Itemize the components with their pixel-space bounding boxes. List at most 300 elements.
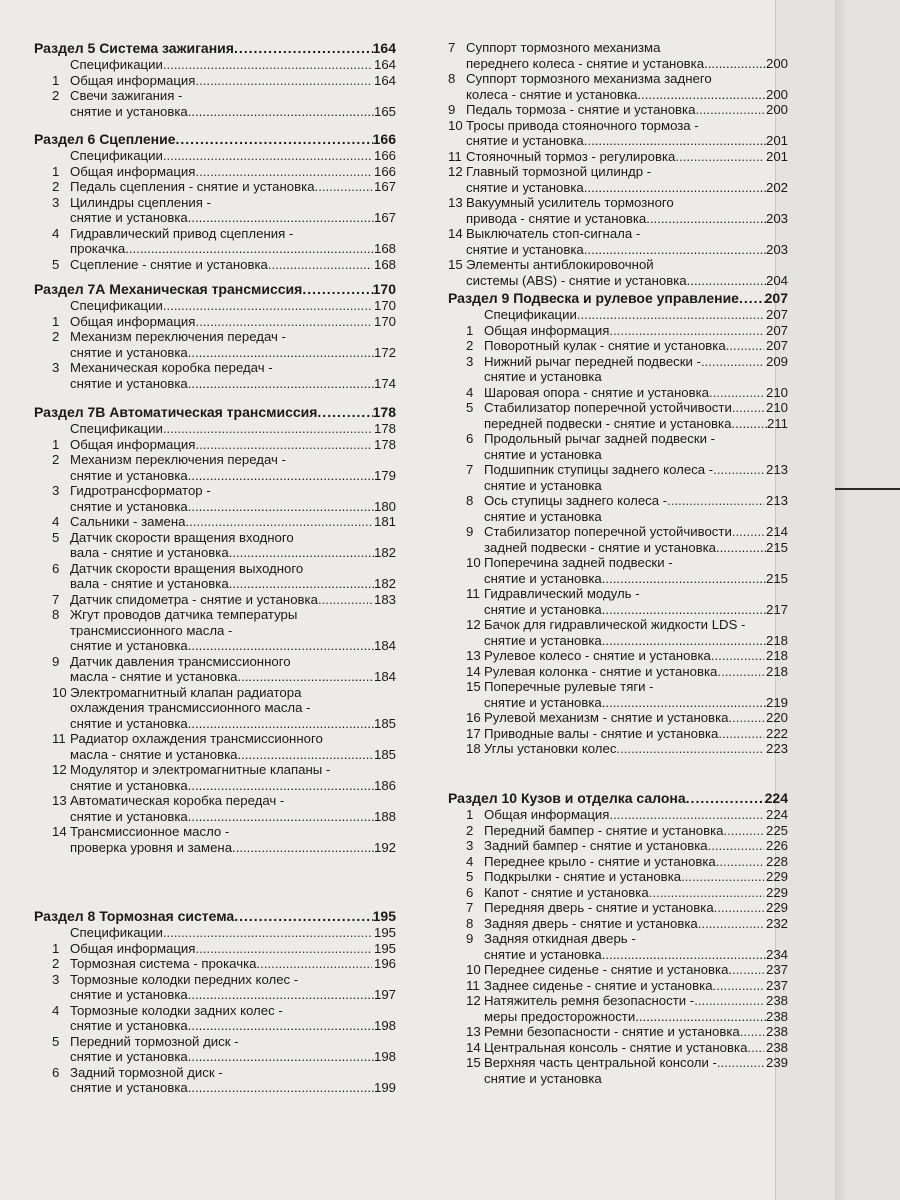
toc-entry [448, 118, 788, 134]
entry-page: 238 [765, 1008, 788, 1024]
dot-leader [188, 468, 374, 484]
entry-title: масла - снятие и установка [70, 669, 238, 684]
entry-title: снятие и установка [484, 508, 602, 524]
entry-page: 165 [373, 103, 396, 119]
toc-entry [466, 524, 788, 540]
dot-leader [718, 726, 764, 742]
entry-number: 1 [52, 436, 60, 452]
toc-entry [52, 685, 396, 701]
toc-entry [466, 962, 788, 978]
section-entries [34, 421, 396, 855]
entry-number: 11 [466, 977, 480, 993]
dot-leader [163, 421, 372, 437]
entry-title: Рулевой механизм - снятие и установка [484, 710, 729, 725]
entry-title: Углы установки колес [484, 741, 617, 756]
entry-title: Тормозные колодки задних колес - [70, 1002, 283, 1018]
entry-title: снятие и установка [484, 446, 602, 462]
entry-title: Суппорт тормозного механизма заднего [466, 71, 712, 86]
entry-page: 229 [765, 900, 788, 915]
toc-entry [466, 1055, 788, 1071]
dot-leader [163, 925, 372, 941]
entry-number: 5 [52, 256, 60, 272]
entry-title: Переднее крыло - снятие и установка [484, 853, 716, 869]
section-heading [34, 40, 396, 57]
dot-leader [694, 993, 764, 1009]
entry-title: Элементы антиблокировочной [466, 257, 654, 272]
toc-entry [52, 654, 396, 670]
entry-title: снятие и установка [70, 467, 188, 483]
section-page: 164 [372, 40, 396, 56]
entry-page: 179 [373, 467, 396, 483]
toc-entry [52, 314, 396, 330]
entry-page: 186 [373, 777, 396, 793]
toc-entry [448, 195, 788, 211]
section-heading [34, 131, 396, 148]
toc-entry [52, 530, 396, 546]
section-page: 195 [372, 908, 396, 924]
dot-leader [616, 741, 764, 757]
section-title: Раздел 7В Автоматическая трансмиссия [34, 404, 318, 420]
dot-leader [257, 956, 372, 972]
toc-entry [466, 493, 788, 509]
toc-entry [448, 149, 788, 165]
entry-title: Педаль тормоза - снятие и установка [466, 102, 696, 117]
toc-entry [466, 1024, 788, 1040]
toc-entry [52, 437, 396, 453]
entry-number: 3 [52, 360, 60, 375]
toc-entry [466, 978, 788, 994]
toc-entry-continuation [466, 571, 788, 587]
entry-page: 238 [765, 1024, 788, 1039]
entry-number: 11 [448, 148, 462, 164]
entry-title: Рулевая колонка - снятие и установка [484, 663, 718, 679]
dot-leader [602, 947, 766, 963]
toc-entry [52, 226, 396, 242]
entry-number: 7 [52, 591, 60, 607]
toc-section [34, 908, 396, 1096]
dot-leader [739, 290, 765, 307]
entry-title: Сцепление - снятие и установка [70, 256, 268, 272]
entry-number: 1 [466, 322, 474, 338]
entry-page: 195 [373, 925, 396, 940]
entry-page: 229 [765, 884, 788, 900]
dot-leader [635, 1009, 766, 1025]
entry-number: 5 [52, 1033, 60, 1049]
dot-leader [584, 180, 766, 196]
dot-leader [695, 102, 764, 118]
entry-title: Модулятор и электромагнитные клапаны - [70, 762, 331, 777]
entry-page: 196 [373, 956, 396, 971]
entry-number: 12 [466, 993, 481, 1008]
entry-title: колеса - снятие и установка [466, 86, 638, 102]
entry-number: 3 [466, 353, 474, 369]
toc-entry [52, 793, 396, 809]
entry-title: Суппорт тормозного механизма [466, 40, 661, 55]
entry-number: 1 [52, 72, 60, 88]
entry-number: 13 [466, 1024, 481, 1039]
entry-number: 7 [448, 40, 456, 55]
dot-leader [229, 545, 374, 561]
dot-leader [714, 900, 764, 916]
entry-title: Общая информация [70, 72, 196, 88]
toc-entry-continuation [52, 809, 396, 825]
entry-number: 5 [52, 529, 60, 545]
entry-page: 229 [765, 869, 788, 884]
entry-title: Натяжитель ремня безопасности - [484, 993, 695, 1008]
entry-title: снятие и установка [70, 777, 188, 793]
dot-leader [637, 87, 766, 103]
section-entries [34, 148, 396, 272]
toc-entry [52, 73, 396, 89]
entry-number [52, 148, 70, 164]
toc-entry [466, 741, 788, 757]
section-heading [34, 404, 396, 421]
entry-title: Выключатель стоп-сигнала - [466, 226, 641, 241]
section-entries [34, 298, 396, 391]
entry-page: 218 [765, 663, 788, 679]
section-page: 207 [764, 290, 788, 306]
toc-entry [52, 195, 396, 211]
dot-leader [646, 211, 766, 227]
toc-entry [466, 838, 788, 854]
entry-number: 6 [52, 1064, 60, 1080]
entry-title: передней подвески - снятие и установка [484, 415, 732, 431]
entry-number: 10 [52, 684, 67, 700]
toc-entry [52, 731, 396, 747]
entry-title: Центральная консоль - снятие и установка [484, 1039, 748, 1055]
entry-page: 201 [765, 133, 788, 148]
entry-title: Автоматическая коробка передач - [70, 793, 285, 808]
dot-leader [302, 281, 372, 298]
entry-page: 184 [373, 638, 396, 653]
dot-leader [675, 149, 764, 165]
toc-entry [466, 916, 788, 932]
section-heading [34, 281, 396, 298]
entry-title: Цилиндры сцепления - [70, 194, 211, 210]
entry-number: 15 [466, 679, 481, 694]
toc-section [34, 404, 396, 855]
dot-leader [188, 104, 374, 120]
section-title: Раздел 9 Подвеска и рулевое управление [448, 290, 739, 306]
section-title: Раздел 8 Тормозная система [34, 908, 235, 924]
toc-entry [466, 323, 788, 339]
entry-title: Передний тормозной диск - [70, 1033, 239, 1049]
entry-title: Подкрылки - снятие и установка [484, 869, 682, 884]
entry-page: 239 [765, 1055, 788, 1070]
dot-leader [188, 345, 374, 361]
entry-page: 167 [373, 179, 396, 194]
toc-entry [52, 607, 396, 623]
entry-number: 4 [466, 853, 474, 869]
entry-title: снятие и установка [484, 369, 602, 384]
entry-title: переднего колеса - снятие и установка [466, 55, 705, 71]
entry-page: 192 [373, 839, 396, 855]
toc-entry-continuation [448, 211, 788, 227]
entry-page: 185 [373, 715, 396, 731]
entry-title: Общая информация [484, 807, 610, 822]
toc-entry [466, 1040, 788, 1056]
page-gutter-shadow [835, 0, 847, 1200]
entry-number: 9 [466, 524, 474, 539]
toc-entry-continuation [448, 180, 788, 196]
dot-leader [681, 869, 764, 885]
dot-leader [188, 987, 374, 1003]
dot-leader [584, 242, 766, 258]
entry-number: 13 [466, 648, 481, 663]
toc-entry-continuation [52, 638, 396, 654]
entry-number: 2 [52, 329, 60, 344]
entry-page: 213 [765, 462, 788, 477]
entry-title: Подшипник ступицы заднего колеса - [484, 462, 714, 477]
entry-title: снятие и установка [484, 1070, 602, 1086]
entry-page: 200 [765, 102, 788, 117]
toc-entry-continuation [52, 778, 396, 794]
dot-leader [188, 638, 374, 654]
dot-leader [188, 376, 374, 392]
toc-entry [466, 931, 788, 947]
entry-title: Педаль сцепления - снятие и установка [70, 179, 315, 194]
toc-entry [52, 164, 396, 180]
section-entries [34, 925, 396, 1096]
entry-title: снятие и установка [70, 103, 188, 119]
entry-page: 210 [765, 400, 788, 415]
entry-page: 198 [373, 1049, 396, 1064]
dot-leader [716, 540, 766, 556]
dot-leader [687, 273, 766, 289]
toc-entry [52, 179, 396, 195]
entry-page: 195 [373, 940, 396, 956]
entry-page: 200 [765, 86, 788, 102]
dot-leader [237, 669, 374, 685]
toc-entry-continuation [448, 273, 788, 289]
toc-entry-continuation [52, 669, 396, 685]
entry-title: снятие и установка [466, 179, 584, 195]
entry-number: 3 [52, 483, 60, 498]
toc-entry [466, 555, 788, 571]
entry-page: 183 [373, 591, 396, 607]
section-title: Раздел 6 Сцепление [34, 131, 176, 147]
entry-page: 213 [765, 493, 788, 508]
entry-number: 7 [466, 900, 474, 915]
entry-number: 8 [448, 71, 456, 86]
entry-title: Общая информация [70, 313, 196, 329]
section-entries [448, 807, 788, 1086]
entry-number: 14 [466, 1039, 481, 1055]
entry-title: Тормозные колодки передних колес - [70, 971, 299, 987]
entry-title: снятие и установка [70, 210, 188, 225]
section-page: 170 [372, 281, 396, 297]
entry-page: 226 [765, 838, 788, 853]
entry-title: системы (ABS) - снятие и установка [466, 272, 687, 288]
entry-title: снятие и установка [484, 946, 602, 962]
continued-entries [448, 40, 788, 288]
entry-title: Трансмиссионное масло - [70, 824, 230, 839]
section-title: Раздел 7А Механическая трансмиссия [34, 281, 303, 297]
toc-entry-continuation [52, 545, 396, 561]
entry-number [52, 421, 70, 437]
entry-number: 1 [52, 163, 60, 179]
dot-leader [229, 576, 374, 592]
dot-leader [188, 1018, 374, 1034]
toc-entry-continuation [448, 56, 788, 72]
entry-title: снятие и установка [484, 601, 602, 617]
entry-page: 197 [373, 987, 396, 1002]
dot-leader [602, 695, 766, 711]
entry-page: 166 [373, 163, 396, 179]
entry-title: Поворотный кулак - снятие и установка [484, 338, 726, 353]
dot-leader [609, 807, 764, 823]
toc-entry-continuation [466, 947, 788, 963]
entry-title: Гидравлический модуль - [484, 586, 640, 601]
toc-entry-continuation [52, 1080, 396, 1096]
entry-page: 188 [373, 808, 396, 824]
entry-title: снятие и установка [466, 241, 584, 257]
entry-title: Общая информация [70, 940, 196, 956]
toc-entry [466, 400, 788, 416]
toc-entry [52, 257, 396, 273]
toc-entry [52, 925, 396, 941]
dot-leader [317, 404, 372, 421]
toc-entry [466, 885, 788, 901]
dot-leader [195, 164, 372, 180]
dot-leader [723, 823, 764, 839]
entry-title: Датчик давления трансмиссионного [70, 653, 291, 669]
entry-page: 215 [765, 570, 788, 586]
entry-number: 15 [466, 1055, 481, 1070]
toc-entry [52, 514, 396, 530]
entry-title: Передняя дверь - снятие и установка [484, 900, 714, 915]
dot-leader [717, 1055, 764, 1071]
entry-title: Сальники - замена [70, 514, 186, 529]
entry-page: 164 [373, 57, 396, 72]
entry-title: снятие и установка [70, 638, 188, 653]
toc-entry [466, 710, 788, 726]
entry-page: 199 [373, 1080, 396, 1095]
entry-page: 184 [373, 669, 396, 684]
entry-number: 2 [466, 822, 474, 838]
toc-entry-continuation [52, 576, 396, 592]
toc-section [34, 40, 396, 119]
entry-number: 2 [52, 956, 60, 971]
dot-leader [234, 908, 372, 925]
dot-leader [602, 571, 766, 587]
dot-leader [731, 416, 767, 432]
entry-number: 1 [52, 940, 60, 956]
dot-leader [188, 499, 374, 515]
toc-entry [52, 941, 396, 957]
entry-title: Датчик скорости вращения входного [70, 529, 294, 545]
section-title: Раздел 10 Кузов и отделка салона [448, 790, 686, 806]
entry-title: Приводные валы - снятие и установка [484, 725, 719, 741]
entry-title: Электромагнитный клапан радиатора [70, 684, 302, 700]
entry-number: 13 [448, 195, 463, 210]
dot-leader [163, 57, 372, 73]
entry-page: 222 [765, 725, 788, 741]
entry-title: Спецификации [70, 421, 163, 436]
toc-entry [466, 307, 788, 323]
entry-number: 6 [466, 884, 474, 900]
entry-number: 4 [52, 1002, 60, 1018]
entry-number: 11 [466, 586, 480, 601]
toc-entry [52, 561, 396, 577]
toc-entry-continuation [448, 133, 788, 149]
toc-entry [52, 360, 396, 376]
entry-page: 217 [765, 601, 788, 617]
toc-entry-continuation [52, 468, 396, 484]
entry-page: 220 [765, 710, 788, 725]
entry-page: 178 [373, 436, 396, 452]
entry-number: 2 [52, 179, 60, 194]
dot-leader [188, 1049, 374, 1065]
entry-title: Спецификации [70, 57, 163, 72]
entry-number: 16 [466, 710, 481, 725]
toc-entry [52, 148, 396, 164]
dot-leader [698, 916, 764, 932]
entry-page: 174 [373, 375, 396, 391]
entry-number [52, 925, 70, 941]
dot-leader [602, 633, 766, 649]
entry-title: Гидравлический привод сцепления - [70, 225, 294, 241]
toc-entry [448, 164, 788, 180]
toc-entry [466, 726, 788, 742]
entry-title: снятие и установка [70, 987, 188, 1002]
toc-entry-continuation [52, 345, 396, 361]
toc-entry-continuation [448, 87, 788, 103]
toc-entry-continuation [52, 499, 396, 515]
section-heading [34, 908, 396, 925]
dot-leader [708, 838, 764, 854]
toc-entry-continuation [52, 700, 396, 716]
entry-title: проверка уровня и замена [70, 839, 233, 855]
toc-entry-continuation [52, 376, 396, 392]
section-entries [448, 307, 788, 757]
entry-number: 3 [466, 838, 474, 853]
entry-number: 2 [466, 338, 474, 353]
entry-page: 214 [765, 524, 788, 539]
entry-page: 237 [765, 962, 788, 977]
entry-title: Задняя дверь - снятие и установка [484, 915, 698, 931]
entry-title: Стояночный тормоз - регулировка [466, 148, 676, 164]
entry-title: снятие и установка [484, 477, 602, 493]
toc-entry [448, 226, 788, 242]
entry-page: 234 [765, 946, 788, 962]
entry-page: 181 [373, 514, 396, 529]
entry-page: 201 [765, 148, 788, 164]
entry-page: 182 [373, 545, 396, 560]
dot-leader [649, 885, 764, 901]
section-heading [448, 290, 788, 307]
entry-number: 5 [466, 869, 474, 884]
entry-title: задней подвески - снятие и установка [484, 539, 716, 555]
entry-page: 228 [765, 853, 788, 869]
entry-page: 224 [765, 807, 788, 822]
toc-entry [52, 452, 396, 468]
entry-page: 170 [373, 313, 396, 329]
toc-entry [466, 648, 788, 664]
dot-leader [728, 962, 764, 978]
entry-number: 3 [52, 971, 60, 987]
toc-entry [466, 900, 788, 916]
entry-title: Нижний рычаг передней подвески - [484, 353, 701, 369]
toc-entry [52, 956, 396, 972]
entry-title: снятие и установка [70, 498, 188, 514]
toc-entry [52, 1065, 396, 1081]
entry-page: 168 [373, 256, 396, 272]
dot-leader [726, 338, 764, 354]
toc-entry-continuation [52, 840, 396, 856]
entry-page: 166 [373, 148, 396, 163]
dot-leader [185, 514, 372, 530]
